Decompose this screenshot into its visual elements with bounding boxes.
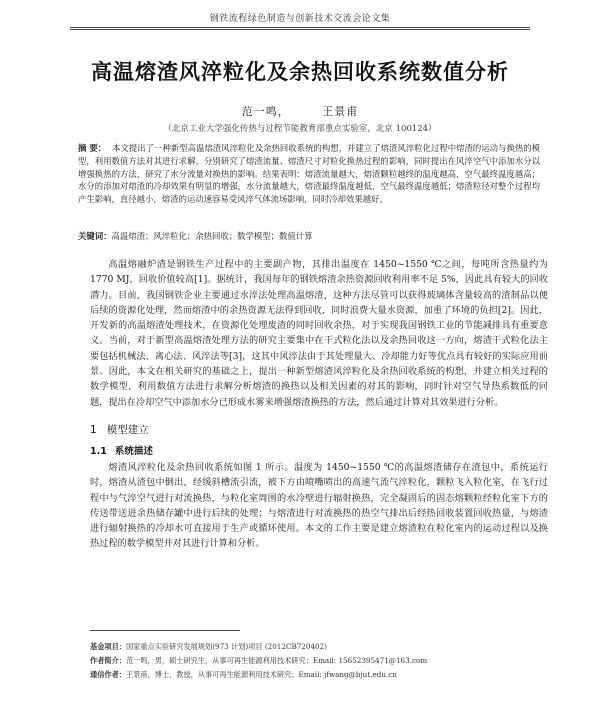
footnote-text: 范一鸣，男，硕士研究生，从事可再生能源利用技术研究；Email: 15652395471@163.com [125, 656, 428, 665]
footnote-label: 通信作者： [90, 670, 126, 679]
paper-title: 高温熔渣风淬粒化及余热回收系统数值分析 [91, 60, 509, 84]
keywords [78, 230, 540, 242]
subsection-title: 系统描述 [114, 446, 153, 457]
footnote-label: 基金项目： [90, 642, 126, 651]
author-name: 王景甫 [322, 105, 359, 118]
section-number: 1 [90, 424, 97, 436]
section-heading [90, 422, 149, 437]
footnote-corresponding-author [90, 668, 548, 682]
footnote-label: 作者简介： [90, 656, 126, 665]
keywords-label: 关键词： [78, 231, 112, 241]
intro-paragraph: 高温熔融炉渣是钢铁生产过程中的主要副产物，其排出温度在 1450~1550 ℃之间，每吨所含热量约为 1770 MJ，回收价值较高[1]。据统计，我国每年的钢铁熔渣余热资源回收利用率不足 5%，因此具有较大的回收潜力。目前，我国钢铁企业主要通过水淬法处理高温熔渣，这种方法尽管可以获得玻璃体含量较高的渣制品以便后续的资源化处理，然而熔渣中的余热资源无法得到回收，同时浪费大量水资源，加重了环境的负担[2]。因此，开发新的高温熔渣处理技术，在资源化处理废渣的同时回收余热，对于实现我国钢铁工业的节能减排具有重要意义。当前，对于新型高温熔渣处理方法的研究主要集中在干式粒化法以及余热回收这一方向，熔渣干式粒化法主要包括机械法、离心法、风淬法等[3]，这其中风淬法由于其处理量大、冷却能力好等优点具有较好的实际应用前景。因此，本文在相关研究的基础之上，提出一种新型熔渣风淬粒化及余热回收系统的构想，并建立相关过程的数学模型，利用数值方法进行求解分析熔渣的换热以及相关因素的对其的影响，同时针对空气导热系数低的问题，提出在冷却空气中添加水分已形成水雾来增强熔渣换热的方法，然后通过计算对其效果进行分析。 [90, 259, 548, 408]
keywords-text: 高温熔渣；风淬粒化；余热回收；数学模型；数值计算 [111, 231, 313, 241]
footnote-funding [90, 640, 548, 654]
header-rule [70, 27, 530, 28]
subsection-number: 1.1 [90, 446, 107, 457]
affiliation: （北京工业大学强化传热与过程节能教育部重点实验室，北京 100124） [163, 124, 437, 134]
abstract-text: 本文提出了一种新型高温熔渣风淬粒化及余热回收系统的构想，并建立了熔渣风淬粒化过程中熔渣的运动与换热的模型，利用数值方法对其进行求解，分别研究了熔渣流量、熔渣尺寸对粒化换热过程的影响，同时提出在风淬空气中添加水分以增强换热的方法，研究了水分流量对换热的影响。结果表明：熔渣流量越大，熔渣颗粒越终的温度越高，空气最终温度越高；水分的添加对熔渣的冷却效果有明显的增强，水分流量越大，熔渣最终温度越低，空气最终温度越低；熔渣粒径对整个过程均产生影响，直径越小，熔渣的运动速容易受风淬气体流场影响，同时冷却效果越好。 [78, 143, 540, 205]
author-list [0, 103, 600, 119]
section-title: 模型建立 [106, 424, 149, 436]
footnote-text: 国家重点实验研究发展规划(973 计划)项目 (2012CB720402) [125, 642, 327, 651]
header-rule-double [70, 29, 530, 30]
footnotes [90, 640, 548, 682]
footnote-text: 王景甫，博士，教授，从事可再生能源利用技术研究；Email: jfwang@bjut.edu.cn [125, 670, 397, 679]
footnote-rule [90, 630, 240, 631]
footnote-author-bio [90, 654, 548, 668]
system-description-paragraph: 熔渣风淬粒化及余热回收系统如图 1 所示。温度为 1450~1550 ℃的高温熔渣储存在渣包中，系统运行时，熔渣从渣包中倒出，经缓斜槽流引流，被下方由喷嘴喷出的高速气流气淬粒化，颗粒飞入粒化室，在飞行过程中与气淬空气进行对流换热，与粒化室周围的水冷壁进行辐射换热，完全凝固后的固态熔颗粒经粒化室下方的传送带送进余热储存罐中进行后续的处理；与熔渣进行对流换热的热空气排出后经热回收装置回收热量，与熔渣进行辐射换热的冷却水可直接用于生产或循环使用。本文的工作主要是建立熔渣粒在粒化室内的运动过程以及换热过程的数学模型并对其进行计算和分析。 [90, 462, 548, 550]
subsection-heading [90, 443, 153, 457]
abstract [78, 142, 540, 206]
author-name: 范一鸣， [241, 105, 290, 118]
abstract-label: 摘 要： [78, 143, 107, 153]
running-header: 钢铁流程绿色制造与创新技术交流会论文集 [209, 14, 391, 24]
